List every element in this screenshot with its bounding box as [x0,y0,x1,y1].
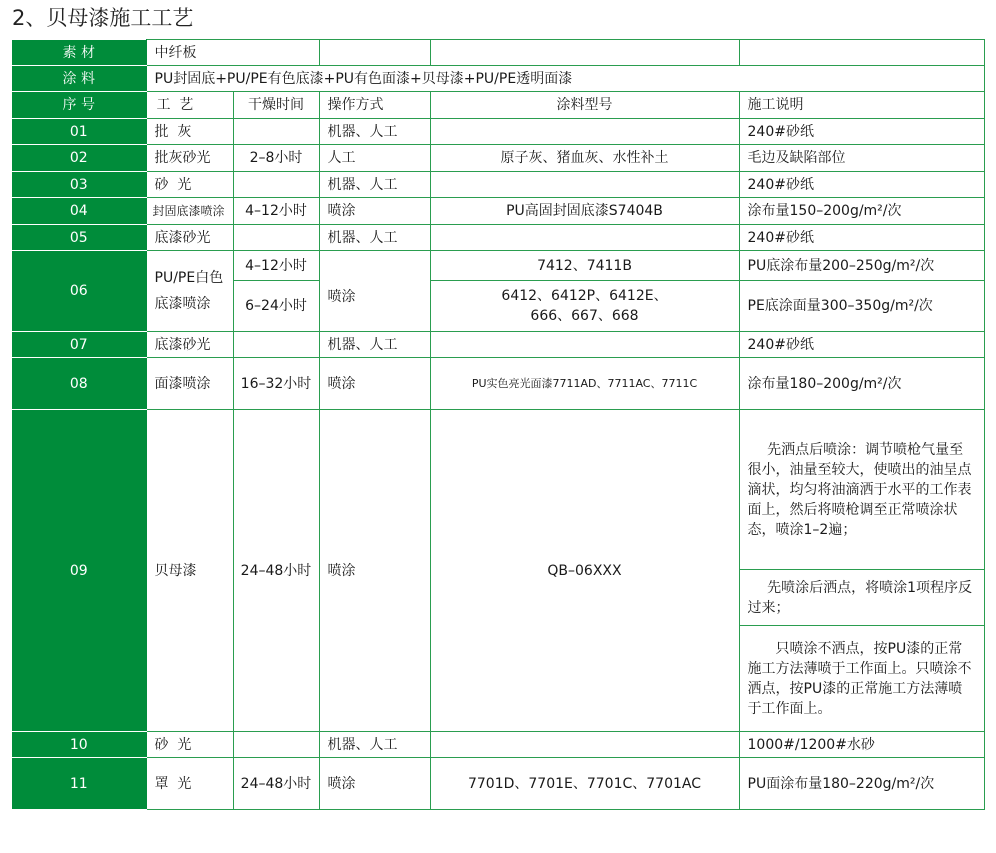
row-method: 人工 [319,145,430,172]
row-no: 09 [12,410,146,732]
row-note-sub: PE底涂面量300–350g/m²/次 [739,281,984,332]
coating-row [12,66,984,92]
row-dry-sub: 6–24小时 [233,281,319,332]
table-row [12,251,984,281]
row-process: 批 灰 [146,119,233,145]
row-note: 240#砂纸 [739,332,984,358]
header-row [12,92,984,119]
row-dry [233,172,319,198]
row-dry: 24–48小时 [233,758,319,810]
row-note: PU面涂布量180–220g/m²/次 [739,758,984,810]
row-note: 240#砂纸 [739,172,984,198]
row-model: PU高固封固底漆S7404B [430,198,739,225]
row-process: 底漆砂光 [146,225,233,251]
row-note: 240#砂纸 [739,225,984,251]
table-row [12,172,984,198]
row-method: 喷涂 [319,198,430,225]
row-no: 06 [12,251,146,332]
row-note-sub [739,570,984,626]
row-method: 机器、人工 [319,332,430,358]
row-method: 喷涂 [319,758,430,810]
row-note: 涂布量150–200g/m²/次 [739,198,984,225]
row-model [430,172,739,198]
row-method: 机器、人工 [319,225,430,251]
row-dry: 4–12小时 [233,198,319,225]
table-row [12,332,984,358]
row-process: 批灰砂光 [146,145,233,172]
row-note: 240#砂纸 [739,119,984,145]
row-no: 02 [12,145,146,172]
row-model-sub [430,281,739,332]
row-method: 机器、人工 [319,172,430,198]
empty-cell [739,40,984,66]
row-dry [233,732,319,758]
row-note-sub2-text: 只喷涂不洒点，按PU漆的正常施工方法薄喷于工作面上。只喷涂不洒点，按PU漆的正常施工方法薄喷于工作面上。 [747,640,972,717]
row-dry: 2–8小时 [233,145,319,172]
row-model [430,332,739,358]
table-row [12,198,984,225]
process-table [12,39,985,810]
header-process: 工 艺 [146,92,233,119]
coating-value: PU封固底+PU/PE有色底漆+PU有色面漆+贝母漆+PU/PE透明面漆 [146,66,984,92]
table-row [12,145,984,172]
row-note-text: 先洒点后喷涂：调节喷枪气量至很小，油量至较大，使喷出的油呈点滴状，均匀将油滴洒于水平的工作表面上，然后将喷枪调至正常喷涂状态，喷涂1–2遍； [747,441,972,538]
row-dry: 4–12小时 [233,251,319,281]
row-model [430,225,739,251]
header-method: 操作方式 [319,92,430,119]
empty-cell [319,40,430,66]
row-model: 7412、7411B [430,251,739,281]
row-model: PU实色亮光面漆7711AD、7711AC、7711C [430,358,739,410]
row-note-sub-text: 先喷涂后洒点，将喷涂1项程序反过来； [747,579,973,616]
table-row [12,119,984,145]
material-label: 素 材 [12,40,146,66]
row-no: 03 [12,172,146,198]
header-model: 涂料型号 [430,92,739,119]
row-method: 喷涂 [319,358,430,410]
row-note: 涂布量180–200g/m²/次 [739,358,984,410]
material-value: 中纤板 [146,40,319,66]
row-process: 底漆砂光 [146,332,233,358]
row-no: 07 [12,332,146,358]
empty-cell [430,40,739,66]
row-model-sub-line1: 6412、6412P、6412E、 [501,288,668,304]
row-note: PU底涂布量200–250g/m²/次 [739,251,984,281]
row-dry [233,225,319,251]
row-dry: 24–48小时 [233,410,319,732]
row-process: 封固底漆喷涂 [146,198,233,225]
row-process: 砂 光 [146,732,233,758]
row-dry [233,332,319,358]
row-method: 机器、人工 [319,119,430,145]
row-model-sub-line2: 666、667、668 [530,308,639,324]
row-no: 08 [12,358,146,410]
row-no: 01 [12,119,146,145]
row-note: 1000#/1200#水砂 [739,732,984,758]
row-model: QB–06XXX [430,410,739,732]
row-process: 罩 光 [146,758,233,810]
header-note: 施工说明 [739,92,984,119]
row-process: 砂 光 [146,172,233,198]
coating-label: 涂 料 [12,66,146,92]
table-row [12,410,984,570]
row-note [739,410,984,570]
row-process-line1: PU/PE白色 [154,270,224,286]
row-no: 10 [12,732,146,758]
row-process-line2: 底漆喷涂 [154,296,211,312]
material-row [12,40,984,66]
row-process: 面漆喷涂 [146,358,233,410]
row-model: 原子灰、猪血灰、水性补土 [430,145,739,172]
row-model [430,732,739,758]
row-no: 04 [12,198,146,225]
row-no: 05 [12,225,146,251]
row-model [430,119,739,145]
row-method: 机器、人工 [319,732,430,758]
row-note: 毛边及缺陷部位 [739,145,984,172]
row-process [146,251,233,332]
row-model: 7701D、7701E、7701C、7701AC [430,758,739,810]
header-no: 序 号 [12,92,146,119]
row-dry [233,119,319,145]
table-row [12,225,984,251]
row-process: 贝母漆 [146,410,233,732]
table-row [12,758,984,810]
table-row [12,732,984,758]
row-method: 喷涂 [319,410,430,732]
table-row [12,358,984,410]
header-dry: 干燥时间 [233,92,319,119]
row-method: 喷涂 [319,251,430,332]
row-note-sub2 [739,626,984,732]
section-title: 2、贝母漆施工工艺 [12,6,194,30]
row-no: 11 [12,758,146,810]
row-dry: 16–32小时 [233,358,319,410]
